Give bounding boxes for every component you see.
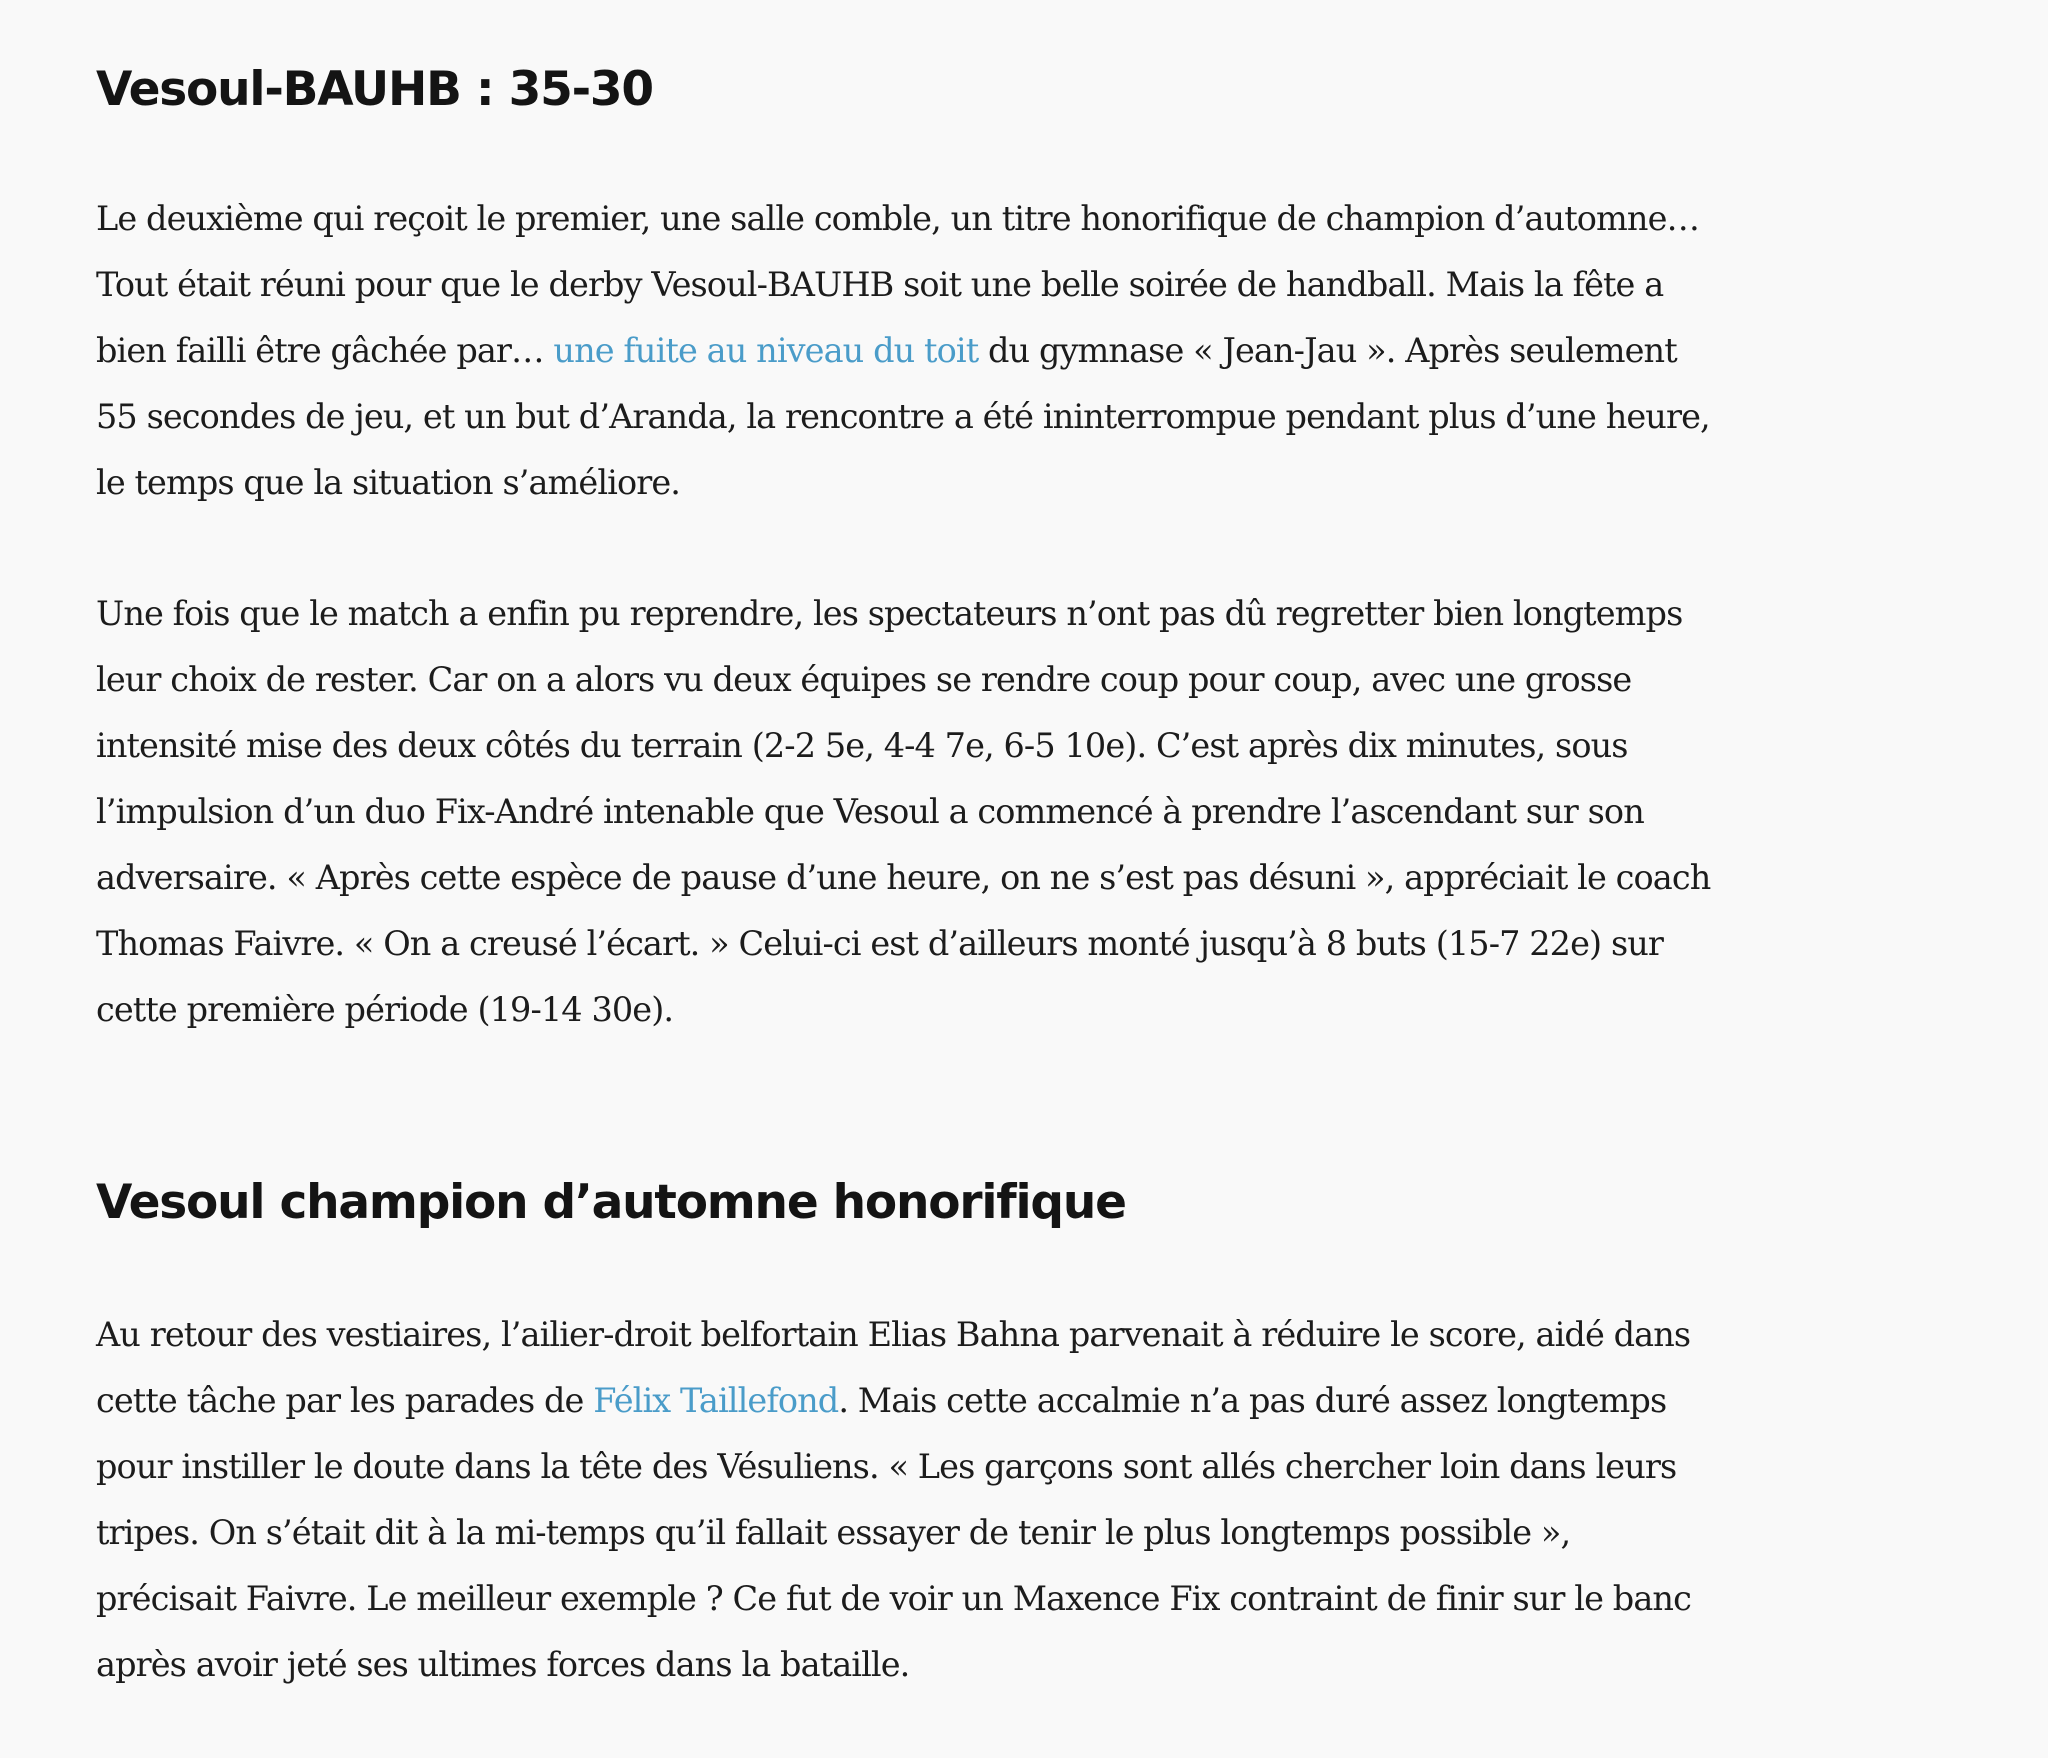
text-line: 55 secondes de jeu, et un but d’Aranda, la rencontre a été ininterrompue pendant plus d’une heure,: [96, 397, 1710, 436]
text-line: leur choix de rester. Car on a alors vu deux équipes se rendre coup pour coup, avec une grosse: [96, 660, 1632, 699]
section-heading-score: Vesoul-BAUHB : 35-30: [96, 62, 653, 117]
felix-taillefond-link[interactable]: Félix Taillefond: [593, 1381, 839, 1420]
text-line: après avoir jeté ses ultimes forces dans la bataille.: [96, 1645, 910, 1684]
section-heading-champion: Vesoul champion d’automne honorifique: [96, 1175, 1126, 1230]
text-line: [96, 318, 1710, 384]
text-segment: bien failli être gâchée par…: [96, 331, 554, 370]
text-line: le temps que la situation s’améliore.: [96, 463, 681, 502]
text-line: l’impulsion d’un duo Fix-André intenable que Vesoul a commencé à prendre l’ascendant sur son: [96, 792, 1644, 831]
roof-leak-link[interactable]: une fuite au niveau du toit: [553, 331, 979, 370]
paragraph-intro: [96, 186, 1710, 516]
text-segment: cette tâche par les parades de: [96, 1381, 594, 1420]
text-line: Une fois que le match a enfin pu reprendre, les spectateurs n’ont pas dû regretter bien longtemps: [96, 594, 1683, 633]
text-line: précisait Faivre. Le meilleur exemple ? Ce fut de voir un Maxence Fix contraint de finir sur le banc: [96, 1579, 1691, 1618]
paragraph-match: [96, 581, 1710, 1043]
text-line: Thomas Faivre. « On a creusé l’écart. » Celui-ci est d’ailleurs monté jusqu’à 8 buts (15-7 22e) sur: [96, 924, 1664, 963]
text-line: Tout était réuni pour que le derby Vesoul-BAUHB soit une belle soirée de handball. Mais la fête a: [96, 265, 1664, 304]
text-line: cette première période (19-14 30e).: [96, 990, 674, 1029]
text-segment: . Mais cette accalmie n’a pas duré assez longtemps: [838, 1381, 1667, 1420]
text-segment: du gymnase « Jean-Jau ». Après seulement: [978, 331, 1677, 370]
text-line: Le deuxième qui reçoit le premier, une salle comble, un titre honorifique de champion d’automne…: [96, 199, 1700, 238]
text-line: pour instiller le doute dans la tête des Vésuliens. « Les garçons sont allés chercher loin dans leurs: [96, 1447, 1677, 1486]
text-line: tripes. On s’était dit à la mi-temps qu’il fallait essayer de tenir le plus longtemps possible »,: [96, 1513, 1571, 1552]
text-line: adversaire. « Après cette espèce de pause d’une heure, on ne s’est pas désuni », appréciait le coach: [96, 858, 1711, 897]
paragraph-second-half: [96, 1302, 1691, 1698]
text-line: intensité mise des deux côtés du terrain (2-2 5e, 4-4 7e, 6-5 10e). C’est après dix minutes, sous: [96, 726, 1628, 765]
text-line: [96, 1368, 1691, 1434]
text-line: Au retour des vestiaires, l’ailier-droit belfortain Elias Bahna parvenait à réduire le score, aidé dans: [96, 1315, 1691, 1354]
